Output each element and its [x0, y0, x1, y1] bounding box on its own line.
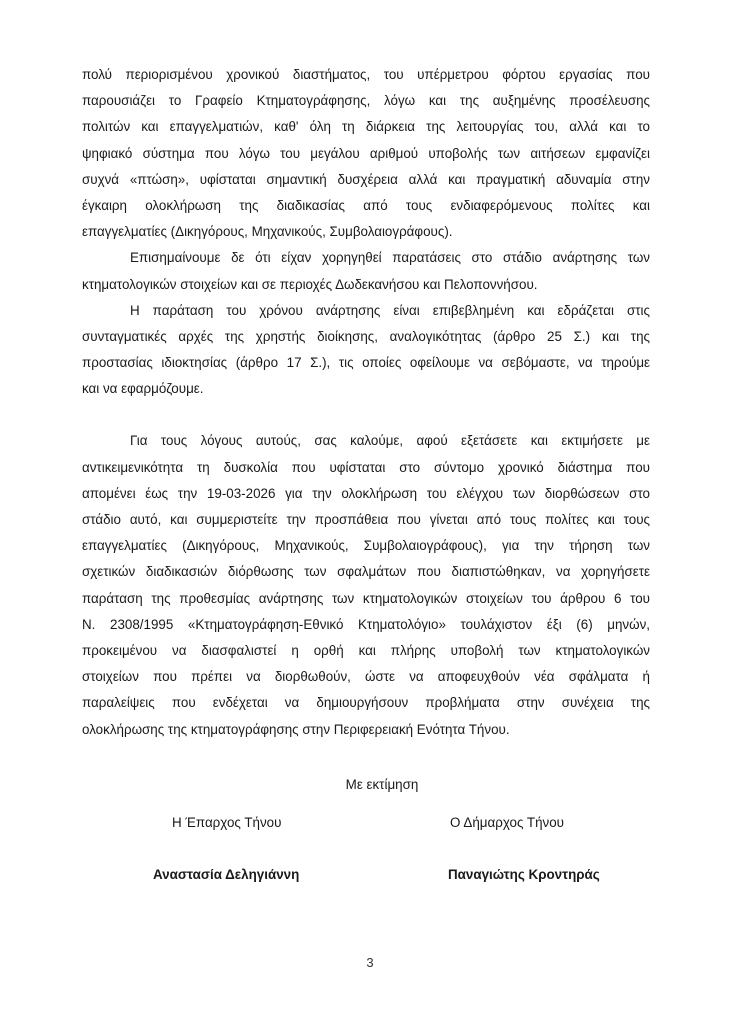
text-line: απομένει έως την 19-03-2026 για την ολοκλήρωση του ελέγχου των διορθώσεων στο — [82, 485, 650, 501]
text-line: συνταγματικές αρχές της χρηστής διοίκησης, αναλογικότητας (άρθρο 25 Σ.) και της — [82, 328, 650, 344]
text-line: αντικειμενικότητα τη δυσκολία που υφίσταται στο σύντομο χρονικό διάστημα που — [82, 459, 650, 475]
text-line: πολιτών και επαγγελματιών, καθ' όλη τη διάρκεια της λειτουργίας του, αλλά και το — [82, 119, 650, 135]
paragraph-continuation — [82, 62, 650, 245]
text-line: συχνά «πτώση», υφίσταται σημαντική δυσχέρεια αλλά και πραγματική αδυναμία στην — [82, 171, 650, 187]
text-line: ολοκλήρωσης της κτηματογράφησης στην Περιφερειακή Ενότητα Τήνου. — [82, 721, 510, 737]
text-line: παρουσιάζει το Γραφείο Κτηματογράφησης, λόγω και της αυξημένης προσέλευσης — [82, 93, 650, 109]
signatory-name-mayor: Παναγιώτης Κροντηράς — [448, 867, 600, 882]
text-line: έγκαιρη ολοκλήρωση της διαδικασίας από τους ενδιαφερόμενους πολίτες και — [82, 197, 650, 213]
text-line: Επισημαίνουμε δε ότι είχαν χορηγηθεί παρατάσεις στο στάδιο ανάρτησης των — [130, 250, 650, 266]
text-line: πολύ περιορισμένου χρονικού διαστήματος, του υπέρμετρου φόρτου εργασίας που — [82, 67, 650, 82]
text-line: κτηματολογικών στοιχείων και σε περιοχές Δωδεκανήσου και Πελοποννήσου. — [82, 276, 538, 292]
text-line: και να εφαρμόζουμε. — [82, 381, 204, 397]
signatory-name-eparch: Αναστασία Δεληγιάννη — [153, 867, 300, 882]
paragraph-spacer — [82, 402, 650, 428]
text-line: παραλείψεις που ενδέχεται να δημιουργήσουν προβλήματα στην συνέχεια της — [82, 695, 650, 711]
text-line: στάδιο αυτό, και συμμεριστείτε την προσπάθεια που γίνεται από τους πολίτες και τους — [82, 512, 650, 527]
paragraph-extensions-granted — [82, 245, 650, 297]
text-line: ψηφιακό σύστημα που λόγω του μεγάλου αριθμού υποβολής των αιτήσεων εμφανίζει — [82, 145, 650, 161]
closing-salutation: Με εκτίμηση — [345, 777, 419, 792]
signatory-title-mayor: Ο Δήμαρχος Τήνου — [450, 815, 565, 830]
document-body — [82, 62, 650, 743]
paragraph-constitutional-principles — [82, 298, 650, 403]
text-line: στοιχείων που πρέπει να διορθωθούν, ώστε να αποφευχθούν νέα σφάλματα ή — [82, 669, 650, 685]
page-number: 3 — [366, 955, 374, 970]
paragraph-request — [82, 428, 650, 742]
text-line: Η παράταση του χρόνου ανάρτησης είναι επιβεβλημένη και εδράζεται στις — [130, 302, 650, 318]
text-line: προκειμένου να διασφαλιστεί η ορθή και πλήρης υποβολή των κτηματολογικών — [82, 642, 650, 658]
text-line: Για τους λόγους αυτούς, σας καλούμε, αφού εξετάσετε και εκτιμήσετε με — [130, 433, 650, 449]
text-line: Ν. 2308/1995 «Κτηματογράφηση-Εθνικό Κτηματολόγιο» τουλάχιστον έξι (6) μηνών, — [82, 616, 650, 632]
signatory-title-eparch: Η Έπαρχος Τήνου — [172, 815, 282, 830]
text-line: παράταση της προθεσμίας ανάρτησης των κτηματολογικών στοιχείων του άρθρου 6 του — [82, 590, 650, 606]
text-line: σχετικών διαδικασιών διόρθωσης των σφαλμάτων που διαπιστώθηκαν, να χορηγήσετε — [82, 564, 650, 580]
text-line: προστασίας ιδιοκτησίας (άρθρο 17 Σ.), τις οποίες οφείλουμε να σεβόμαστε, να τηρούμε — [82, 355, 650, 371]
text-line: επαγγελματίες (Δικηγόρους, Μηχανικούς, Συμβολαιογράφους), για την τήρηση των — [82, 538, 650, 554]
text-line: επαγγελματίες (Δικηγόρους, Μηχανικούς, Συμβολαιογράφους). — [82, 224, 453, 240]
